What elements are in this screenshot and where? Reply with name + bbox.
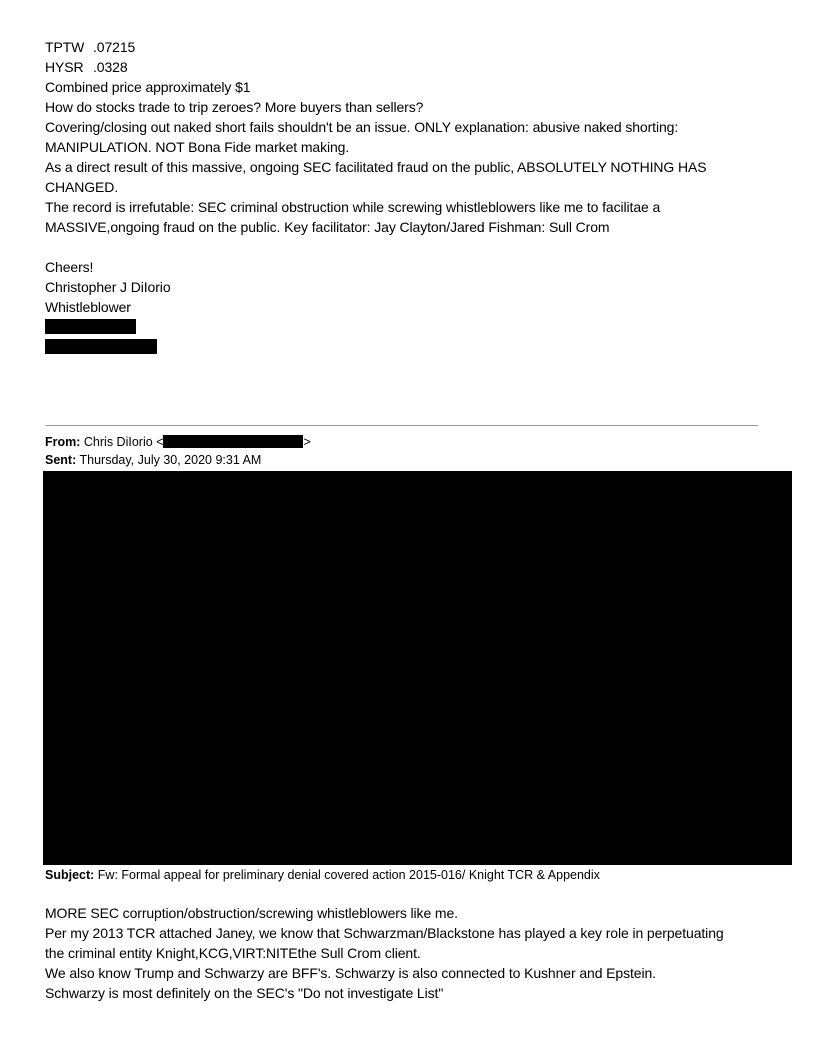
text-line: Combined price approximately $1 (45, 79, 251, 95)
from-line (45, 433, 780, 451)
ticker-value: .0328 (93, 59, 128, 75)
ticker-symbol: TPTW (45, 39, 85, 55)
subject-value: Fw: Formal appeal for preliminary denial covered action 2015-016/ Knight TCR & Appendix (97, 868, 600, 882)
sender-name: Christopher J DiIorio (45, 279, 171, 295)
from-label: From: (45, 435, 81, 449)
sent-label: Sent: (45, 453, 77, 467)
body-line: the criminal entity Knight,KCG,VIRT:NITEthe Sull Crom client. (45, 945, 421, 961)
text-line: MASSIVE,ongoing fraud on the public. Key facilitator: Jay Clayton/Jared Fishman: Sull Crom (45, 219, 610, 235)
text-line: MANIPULATION. NOT Bona Fide market making. (45, 139, 350, 155)
text-line: Covering/closing out naked short fails shouldn't be an issue. ONLY explanation: abusive naked shorting: (45, 119, 679, 135)
sent-line (45, 451, 780, 469)
from-end: > (303, 435, 311, 449)
body-line: Per my 2013 TCR attached Janey, we know that Schwarzman/Blackstone has played a key role in perpetuating (45, 925, 724, 941)
signature (45, 257, 780, 317)
message-top (45, 37, 780, 237)
divider (45, 425, 758, 426)
text-line: How do stocks trade to trip zeroes? More buyers than sellers? (45, 99, 424, 115)
subject-line-wrap (45, 866, 780, 884)
text-line: The record is irrefutable: SEC criminal obstruction while screwing whistleblowers like me to facilitae a (45, 199, 661, 215)
message-body (45, 903, 780, 1003)
ticker-symbol: HYSR (45, 59, 84, 75)
email-redaction (163, 435, 303, 448)
sender-role: Whistleblower (45, 299, 131, 315)
large-redaction-block (43, 471, 792, 865)
sent-value: Thursday, July 30, 2020 9:31 AM (79, 453, 262, 467)
body-line: We also know Trump and Schwarzy are BFF's. Schwarzy is also connected to Kushner and Epstein. (45, 965, 656, 981)
text-line: CHANGED. (45, 179, 119, 195)
subject-label: Subject: (45, 868, 95, 882)
redaction-bar (45, 319, 136, 334)
ticker-value: .07215 (93, 39, 136, 55)
subject-line (45, 866, 780, 884)
email-header (45, 433, 780, 469)
text-line: As a direct result of this massive, ongoing SEC facilitated fraud on the public, ABSOLUTELY NOTHING HAS (45, 159, 707, 175)
ticker-line (45, 57, 780, 77)
redaction-bar (45, 339, 157, 354)
body-line: MORE SEC corruption/obstruction/screwing whistleblowers like me. (45, 905, 458, 921)
body-line: Schwarzy is most definitely on the SEC's "Do not investigate List" (45, 985, 444, 1001)
from-name: Chris DiIorio < (83, 435, 164, 449)
ticker-line (45, 37, 780, 57)
signoff: Cheers! (45, 259, 94, 275)
